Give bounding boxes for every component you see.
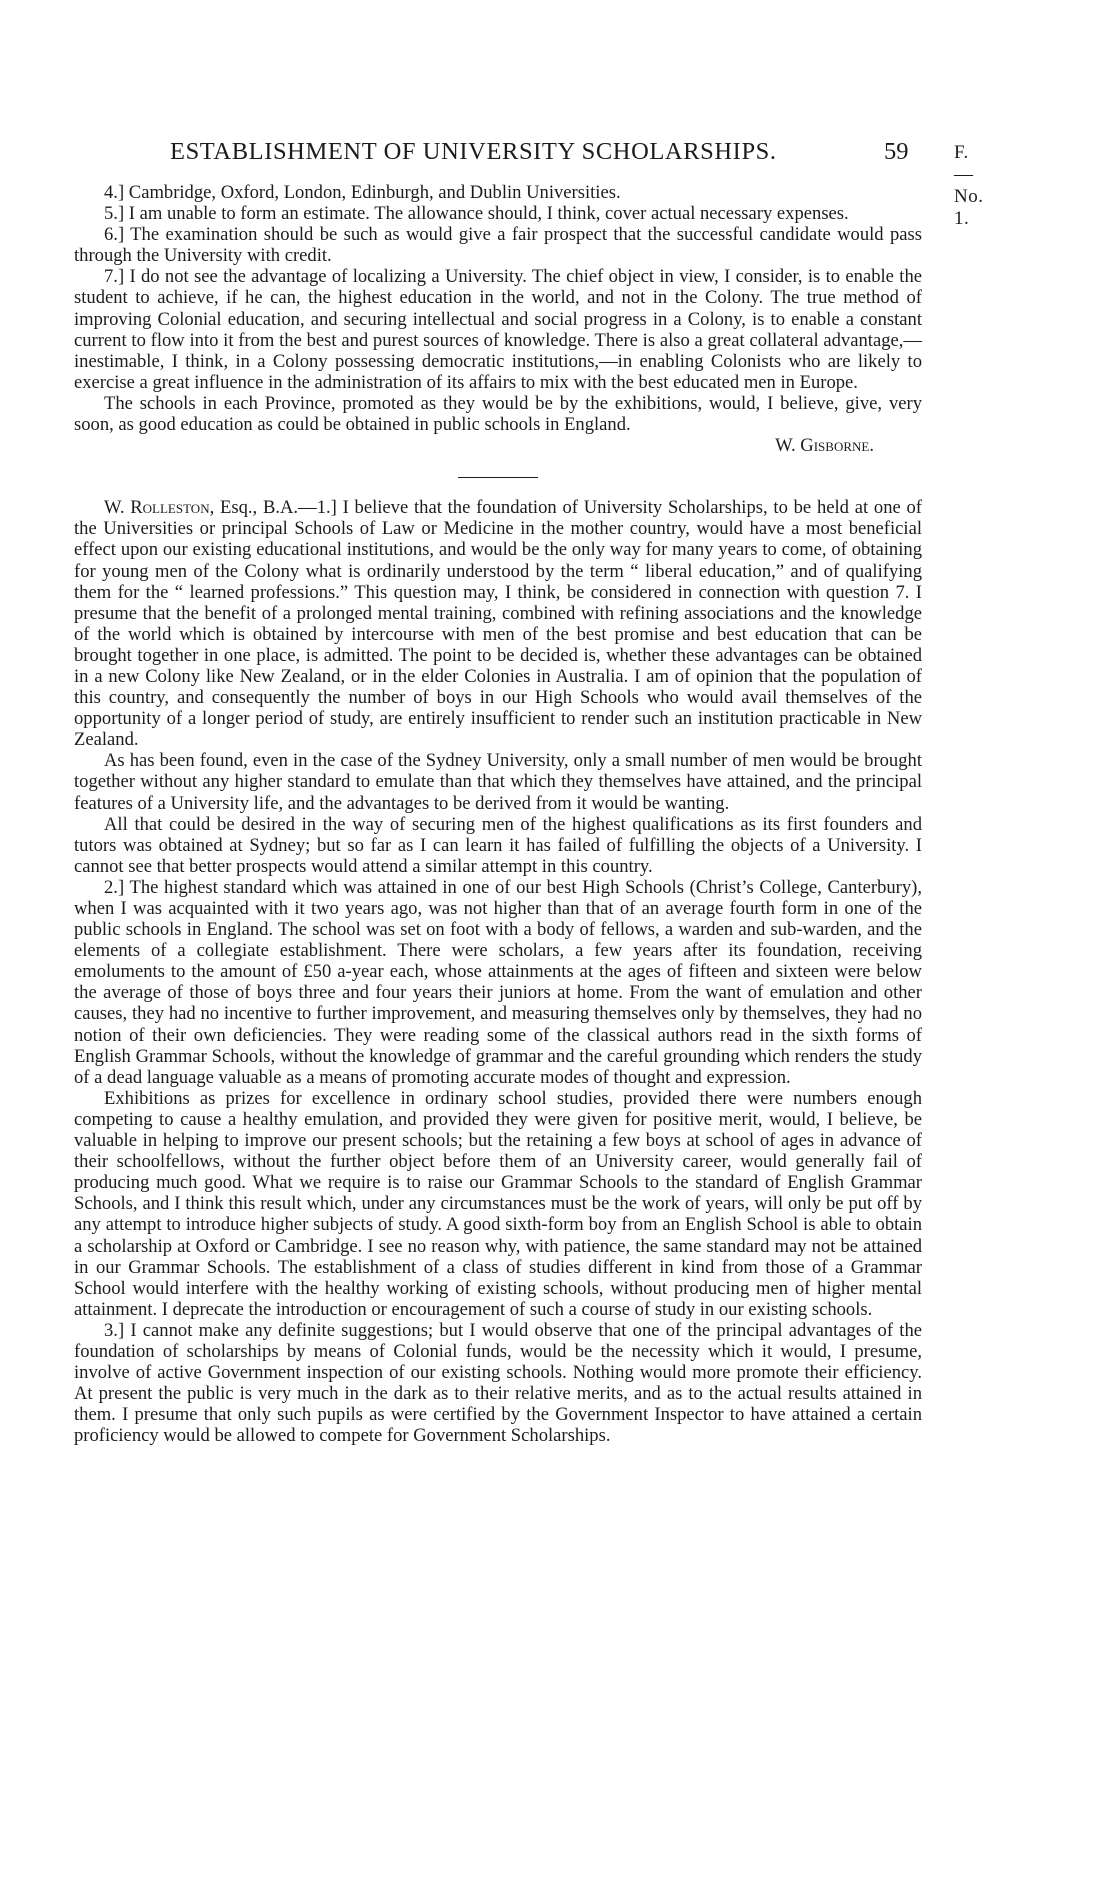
- page-number: 59: [884, 138, 909, 165]
- gisborne-answers: [74, 182, 922, 435]
- document-page: [74, 138, 984, 1447]
- section-divider: [458, 477, 538, 478]
- answer-paragraph: As has been found, even in the case of the Sydney University, only a small number of men would be brought together without any higher standard to emulate than that which they themselves have attained, and the principal features of a University life, and the advantages to be derived from it would be wanting.: [74, 750, 922, 814]
- answer-paragraph: 4.] Cambridge, Oxford, London, Edinburgh, and Dublin Universities.: [104, 182, 621, 203]
- signature: W. Gisborne.: [775, 435, 874, 457]
- answer-paragraph: 2.] The highest standard which was attained in one of our best High Schools (Christ’s College, Canterbury), when I was acquainted with it two years ago, was not higher than that of an average fourth form in one of the public schools in England. The school was set on foot with a body of fellows, a warden and sub-warden, and the elements of a collegiate establishment. There were scholars, a few years after its foundation, receiving emoluments to the amount of £50 a-year each, whose attainments at the ages of fifteen and sixteen were below the average of those of boys three and four years their juniors at home. From the want of emulation and other causes, they had no incentive to further improvement, and measuring themselves only by themselves, they had no notion of their own deficiencies. They were reading some of the classical authors read in the sixth forms of English Grammar Schools, without the knowledge of grammar and the careful grounding which renders the study of a dead language valuable as a means of promoting accurate modes of thought and expression.: [74, 876, 922, 1088]
- answer-paragraph: Exhibitions as prizes for excellence in ordinary school studies, provided there were numbers enough competing to cause a healthy emulation, and provided they were given for positive merit, would, I believe, be valuable in helping to improve our present schools; but the retaining a few boys at school of ages in advance of their schoolfellows, without the further object before them of an University career, would generally fail of producing much good. What we require is to raise our Grammar Schools to the standard of English Grammar Schools, and I think this result which, under any circumstances must be the work of years, will only be put off by any attempt to introduce higher subjects of study. A good sixth-form boy from an English School is able to obtain a scholarship at Oxford or Cambridge. I see no reason why, with patience, the same standard may not be attained in our Grammar Schools. The establishment of a class of studies different in kind from those of a Grammar School would interfere with the healthy working of existing schools, without producing men of higher mental attainment. I deprecate the introduction or encouragement of such a course of study in our existing schools.: [74, 1087, 922, 1320]
- answer-paragraph: [74, 497, 922, 750]
- running-title: ESTABLISHMENT OF UNIVERSITY SCHOLARSHIPS.: [170, 138, 777, 165]
- document-reference: F.—No. 1.: [954, 142, 984, 229]
- rolleston-answers: [74, 497, 922, 1446]
- speaker-suffix: , Esq., B.A.—: [209, 497, 317, 519]
- answer-paragraph: 5.] I am unable to form an estimate. The allowance should, I think, cover actual necessary expenses.: [104, 203, 849, 225]
- answer-paragraph: All that could be desired in the way of securing men of the highest qualifications as its first founders and tutors was obtained at Sydney; but so far as I can learn it has failed of fulfilling the objects of a University. I cannot see that better prospects would attend a similar attempt in this country.: [74, 813, 922, 877]
- answer-paragraph: 3.] I cannot make any definite suggestions; but I would observe that one of the principal advantages of the foundation of scholarships by means of Colonial funds, would be the necessity which it would, I presume, involve of active Government inspection of our existing schools. Nothing would more promote their efficiency. At present the public is very much in the dark as to their relative merits, and as to the actual results attained in them. I presume that only such pupils as were certified by the Government Inspector to have attained a certain proficiency would be allowed to compete for Government Scholarships.: [74, 1319, 922, 1447]
- answer-paragraph: 6.] The examination should be such as would give a fair prospect that the successful candidate would pass through the University with credit.: [74, 224, 922, 267]
- answer-paragraph: The schools in each Province, promoted as they would be by the exhibitions, would, I believe, give, very soon, as good education as could be obtained in public schools in England.: [74, 392, 922, 436]
- answer-paragraph: 7.] I do not see the advantage of localizing a University. The chief object in view, I consider, is to enable the student to achieve, if he can, the highest education in the world, and not in the Colony. The true method of improving Colonial education, and securing intellectual and social progress in a Colony, is to enable a constant current to flow into it from the best and purest sources of knowledge. There is also a great collateral advantage,—inestimable, I think, in a Colony possessing democratic institutions,—in enabling Colonists who are likely to exercise a great influence in the administration of its affairs to mix with the best educated men in Europe.: [74, 266, 922, 393]
- speaker-name: W. Rolleston: [104, 497, 210, 519]
- paragraph-text: 1.] I believe that the foundation of University Scholarships, to be held at one of the Universities or principal Schools of Law or Medicine in the mother country, would have a most beneficial effect upon our existing educational institutions, and would be the only way for many years to come, of obtaining for young men of the Colony what is ordinarily understood by the term “ liberal education,” and of qualifying them for the “ learned professions.” This question may, I think, be considered in connection with question 7. I presume that the benefit of a prolonged mental training, combined with refining associations and the knowledge of the world which is obtained by intercourse with men of the best promise and best education that can be brought together in one place, is admitted. The point to be decided is, whether these advantages can be obtained in a new Colony like New Zealand, or in the elder Colonies in Australia. I am of opinion that the population of this country, and consequently the number of boys in our High Schools who would avail themselves of the opportunity of a longer period of study, are entirely insufficient to render such an institution practicable in New Zealand.: [74, 497, 922, 751]
